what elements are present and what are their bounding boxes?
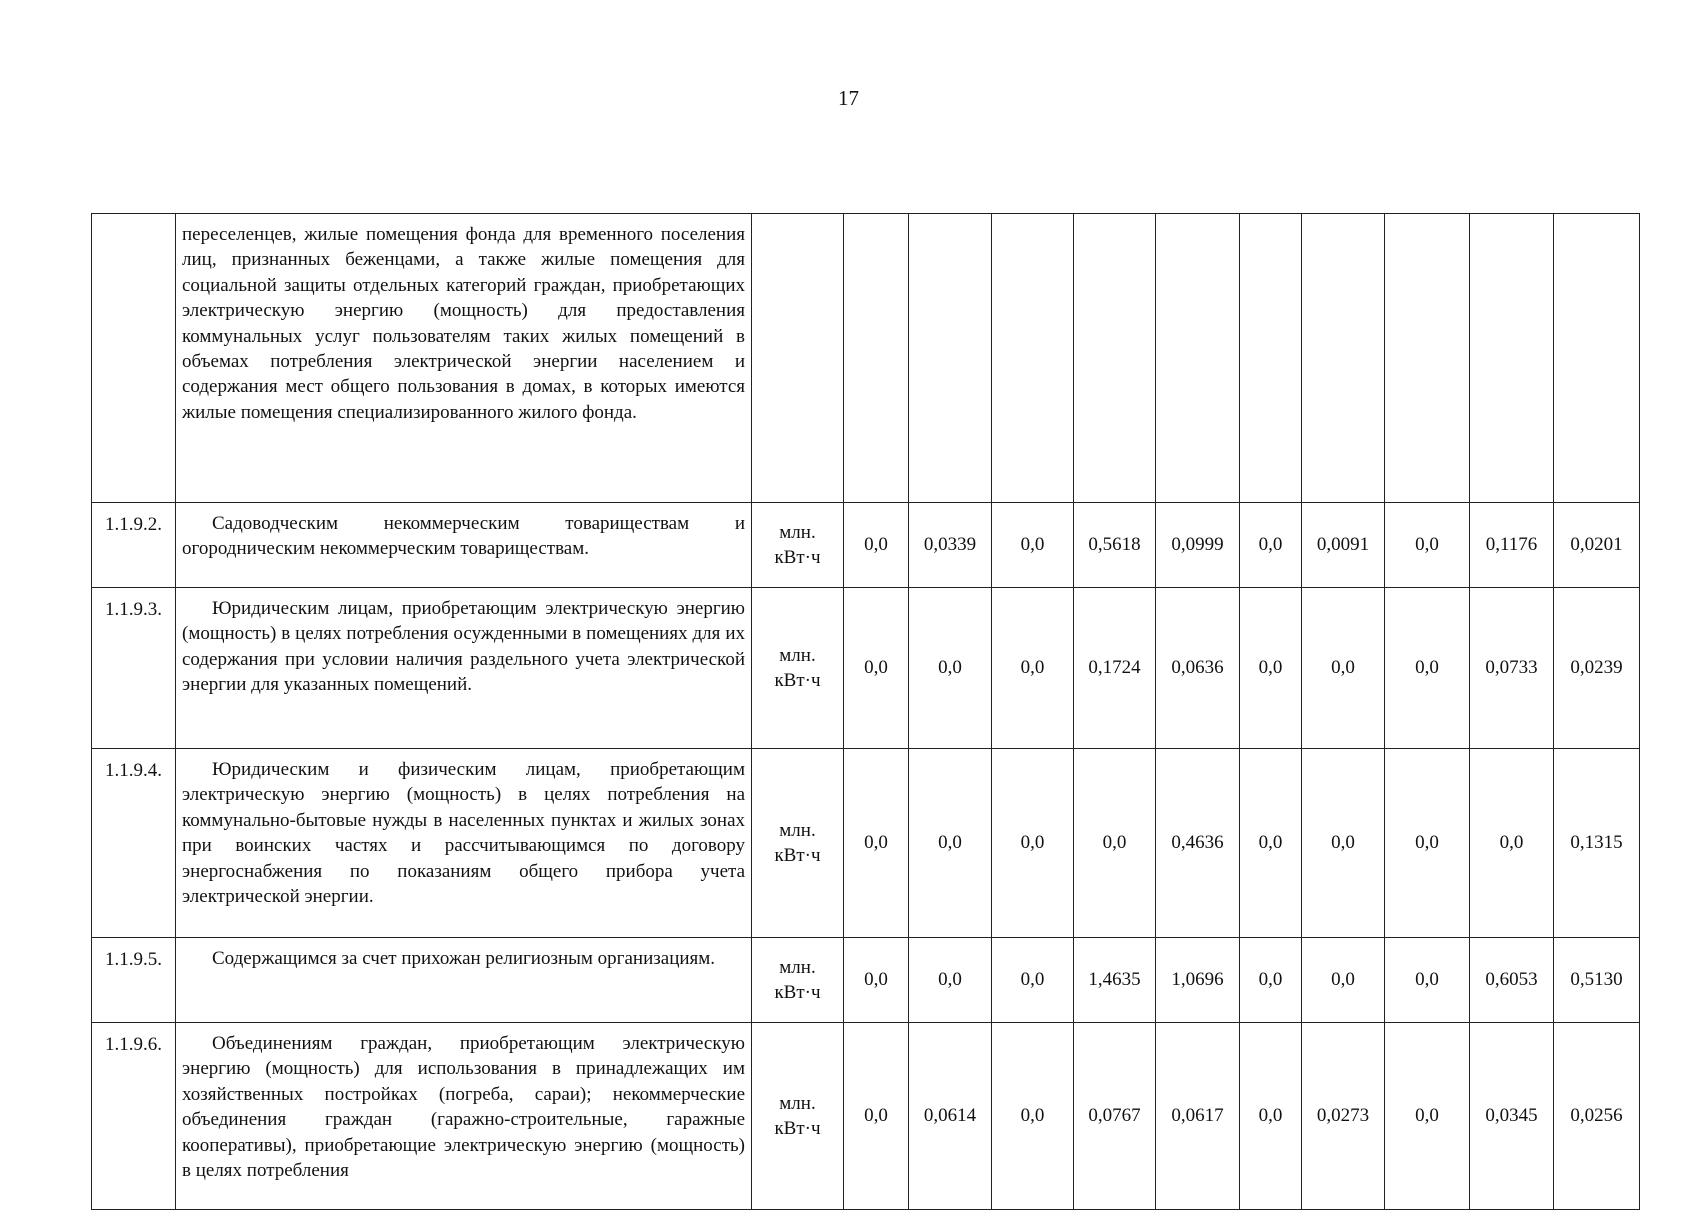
unit-line-2: кВт·ч	[774, 670, 821, 691]
row-value: 0,0	[1240, 1023, 1302, 1210]
table-row	[92, 214, 1640, 503]
row-unit	[752, 938, 844, 1023]
row-unit	[752, 214, 844, 503]
row-value: 0,0999	[1156, 503, 1240, 588]
row-value: 0,0091	[1302, 503, 1385, 588]
row-number: 1.1.9.4.	[92, 749, 176, 938]
row-value: 0,0239	[1554, 588, 1640, 749]
row-value: 0,0	[844, 938, 909, 1023]
tariff-volume-table	[91, 213, 1640, 1210]
row-value: 0,0	[992, 749, 1074, 938]
row-number: 1.1.9.2.	[92, 503, 176, 588]
row-value: 0,0	[992, 938, 1074, 1023]
row-value: 0,0	[992, 588, 1074, 749]
row-value: 0,4636	[1156, 749, 1240, 938]
table-row	[92, 749, 1640, 938]
row-value	[1470, 214, 1554, 503]
row-number: 1.1.9.3.	[92, 588, 176, 749]
row-unit	[752, 588, 844, 749]
row-value	[1385, 214, 1470, 503]
row-value: 0,0	[1385, 938, 1470, 1023]
unit-line-1: млн.	[779, 956, 816, 978]
unit-line-1: млн.	[779, 644, 816, 666]
row-value	[992, 214, 1074, 503]
row-value: 0,0	[1385, 749, 1470, 938]
row-value: 0,0	[909, 938, 992, 1023]
row-description-text: Юридическим лицам, приобретающим электрическую энергию (мощность) в целях потребления осужденными в помещениях для их содержания при условии наличия раздельного учета электрической энергии для указанных помещений.	[182, 598, 745, 696]
row-number	[92, 214, 176, 503]
table-row	[92, 1023, 1640, 1210]
row-description	[176, 1023, 752, 1210]
unit-line-1: млн.	[779, 819, 816, 841]
row-value: 0,0	[1302, 938, 1385, 1023]
row-description	[176, 503, 752, 588]
row-number: 1.1.9.5.	[92, 938, 176, 1023]
unit-line-2: кВт·ч	[774, 845, 821, 866]
row-value: 0,0	[1074, 749, 1156, 938]
row-description	[176, 749, 752, 938]
row-description-text: Садоводческим некоммерческим товариществам и огородническим некоммерческим товариществам.	[182, 513, 745, 560]
unit-line-1: млн.	[779, 521, 816, 543]
row-value: 0,0	[992, 503, 1074, 588]
row-value: 0,0345	[1470, 1023, 1554, 1210]
row-value	[1156, 214, 1240, 503]
row-value: 0,0	[909, 588, 992, 749]
row-value: 0,0	[844, 503, 909, 588]
row-unit	[752, 1023, 844, 1210]
row-value: 0,5130	[1554, 938, 1640, 1023]
row-description	[176, 214, 752, 503]
row-value: 1,0696	[1156, 938, 1240, 1023]
row-value	[1302, 214, 1385, 503]
row-value: 0,0	[844, 1023, 909, 1210]
row-value: 0,0	[1240, 503, 1302, 588]
page-number: 17	[838, 86, 859, 110]
row-value	[1240, 214, 1302, 503]
row-value: 1,4635	[1074, 938, 1156, 1023]
row-value: 0,0	[1302, 749, 1385, 938]
row-unit	[752, 749, 844, 938]
row-value: 0,0	[1240, 749, 1302, 938]
unit-line-1: млн.	[779, 1092, 816, 1114]
table-row	[92, 503, 1640, 588]
row-value: 0,0617	[1156, 1023, 1240, 1210]
row-value: 0,0	[1470, 749, 1554, 938]
row-value: 0,0	[1240, 938, 1302, 1023]
row-description	[176, 588, 752, 749]
row-value: 0,0	[1385, 1023, 1470, 1210]
row-description-text: переселенцев, жилые помещения фонда для временного поселения лиц, признанных беженцами, а также жилые помещения для социальной защиты отдельных категорий граждан, приобретающих электрическую энергию (мощность) для предоставления коммунальных услуг пользователям таких жилых помещений в объемах потребления электрической энергии населением и содержания мест общего пользования в домах, в которых имеются жилые помещения специализированного жилого фонда.	[182, 224, 745, 423]
unit-line-2: кВт·ч	[774, 547, 821, 568]
row-value: 0,0201	[1554, 503, 1640, 588]
row-unit	[752, 503, 844, 588]
row-value: 0,0	[1240, 588, 1302, 749]
row-value: 0,0	[909, 749, 992, 938]
unit-line-2: кВт·ч	[774, 982, 821, 1003]
row-value: 0,0339	[909, 503, 992, 588]
row-description-text: Содержащимся за счет прихожан религиозным организациям.	[212, 948, 716, 969]
row-number: 1.1.9.6.	[92, 1023, 176, 1210]
table-row	[92, 588, 1640, 749]
row-value: 0,0	[1385, 588, 1470, 749]
row-value: 0,0	[1302, 588, 1385, 749]
row-value	[909, 214, 992, 503]
row-value	[844, 214, 909, 503]
row-value: 0,0614	[909, 1023, 992, 1210]
row-description-text: Объединениям граждан, приобретающим электрическую энергию (мощность) для использования в принадлежащих им хозяйственных постройках (погреба, сараи); некоммерческие объединения граждан (гаражно-строительные, гаражные кооперативы), приобретающие электрическую энергию (мощность) в целях потребления	[182, 1033, 745, 1182]
row-description	[176, 938, 752, 1023]
row-value: 0,0767	[1074, 1023, 1156, 1210]
table-row	[92, 938, 1640, 1023]
row-value: 0,0	[1385, 503, 1470, 588]
row-value: 0,1176	[1470, 503, 1554, 588]
row-value	[1554, 214, 1640, 503]
row-value: 0,0	[844, 588, 909, 749]
row-value: 0,1724	[1074, 588, 1156, 749]
row-value: 0,0733	[1470, 588, 1554, 749]
row-value: 0,0	[844, 749, 909, 938]
row-value: 0,6053	[1470, 938, 1554, 1023]
row-value: 0,5618	[1074, 503, 1156, 588]
row-value: 0,0273	[1302, 1023, 1385, 1210]
row-description-text: Юридическим и физическим лицам, приобретающим электрическую энергию (мощность) в целях потребления на коммунально-бытовые нужды в населенных пунктах и жилых зонах при воинских частях и рассчитывающимся по договору энергоснабжения по показаниям общего прибора учета электрической энергии.	[182, 759, 745, 908]
row-value: 0,1315	[1554, 749, 1640, 938]
row-value: 0,0636	[1156, 588, 1240, 749]
row-value: 0,0256	[1554, 1023, 1640, 1210]
unit-line-2: кВт·ч	[774, 1118, 821, 1139]
row-value	[1074, 214, 1156, 503]
row-value: 0,0	[992, 1023, 1074, 1210]
